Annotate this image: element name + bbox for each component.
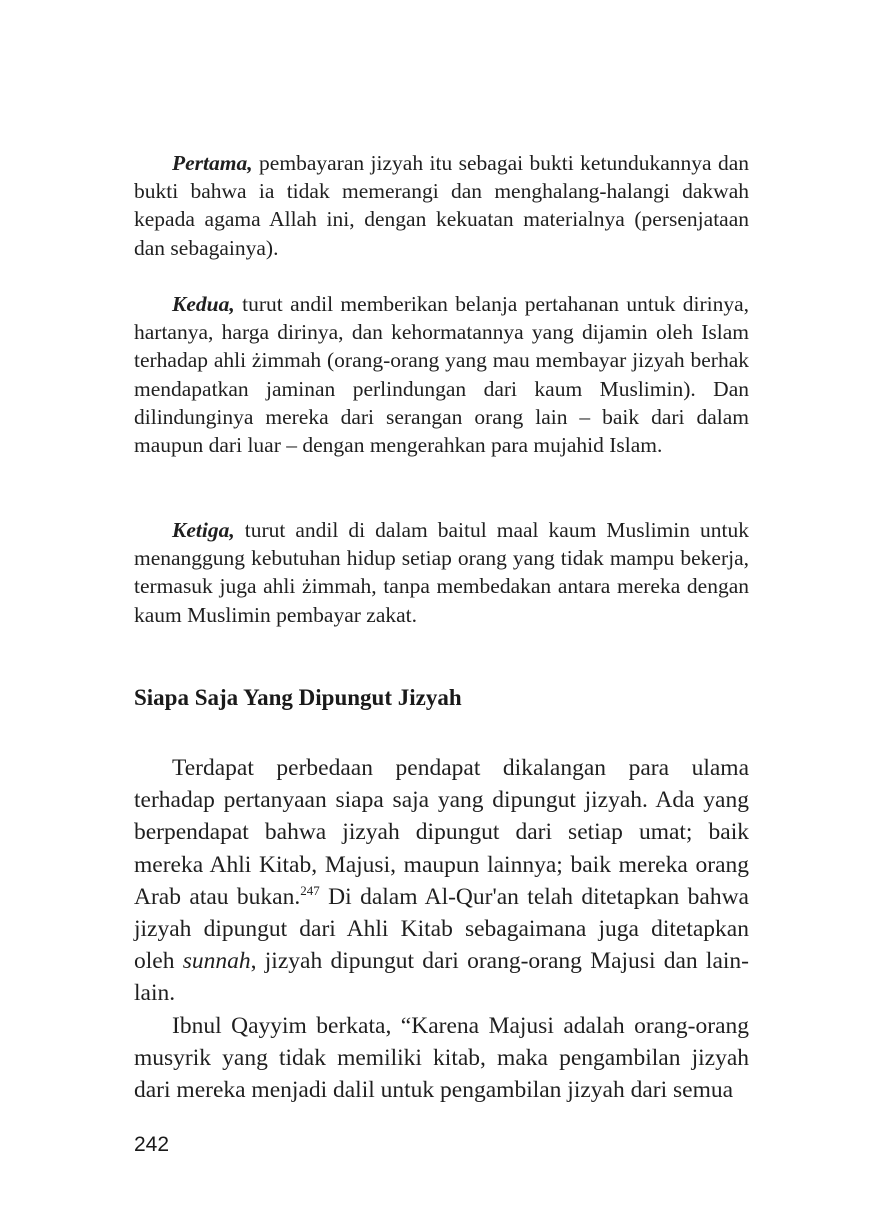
lead-ketiga: Ketiga,: [172, 518, 235, 542]
paragraph-ibnul-qayyim: Ibnul Qayyim berkata, “Karena Majusi adalah orang-orang musyrik yang tidak memiliki kitab, maka pengambilan jizyah dari mereka menjadi dalil untuk pengambilan jizyah dari semua: [134, 1012, 749, 1104]
italic-sunnah: sunnah: [182, 948, 251, 975]
page-number: 242: [134, 1133, 170, 1156]
paragraph-pertama: [134, 149, 749, 262]
lead-kedua: Kedua,: [172, 292, 235, 316]
paragraph-perbedaan: Terdapat perbedaan pendapat dikalangan para ulama terhadap pertanyaan siapa saja yang dipungut jizyah. Ada yang berpendapat bahwa jizyah dipungut dari setiap umat; baik mereka Ahli Kitab, Majusi, maupun lainnya; baik mereka orang Arab atau bukan.$^{247}$ Di dalam Al-Qur'an telah ditetapkan bahwa jizyah dipungut dari Ahli Kitab sebagaimana juga ditetapkan oleh sunnah, jizyah dipungut dari orang-orang Majusi dan lain-lain.: [134, 755, 749, 1007]
paragraph-ketiga-text: turut andil di dalam baitul maal kaum Muslimin untuk menanggung kebutuhan hidup setiap orang yang tidak mampu bekerja, termasuk juga ahli żimmah, tanpa membedakan antara mereka dengan kaum Muslimin pembayar zakat.: [134, 518, 749, 627]
section-body: [134, 752, 749, 1106]
lead-pertama: Pertama,: [172, 151, 253, 175]
paragraph-ketiga: [134, 516, 749, 629]
paragraph-kedua: [134, 290, 749, 459]
footnote-marker[interactable]: 247: [300, 882, 320, 898]
section-heading: Siapa Saja Yang Dipungut Jizyah: [134, 685, 462, 710]
paragraph-pertama-text: pembayaran jizyah itu sebagai bukti ketundukannya dan bukti bahwa ia tidak memerangi dan menghalang-halangi dakwah kepada agama Allah ini, dengan kekuatan materialnya (persenjataan dan sebagainya).: [134, 151, 749, 260]
paragraph-kedua-text: turut andil memberikan belanja pertahanan untuk dirinya, hartanya, harga dirinya, dan kehormatannya yang dijamin oleh Islam terhadap ahli żimmah (orang-orang yang mau membayar jizyah berhak mendapatkan jaminan perlindungan dari kaum Muslimin). Dan dilindunginya mereka dari serangan orang lain – baik dari dalam maupun dari luar – dengan mengerahkan para mujahid Islam.: [134, 292, 749, 458]
